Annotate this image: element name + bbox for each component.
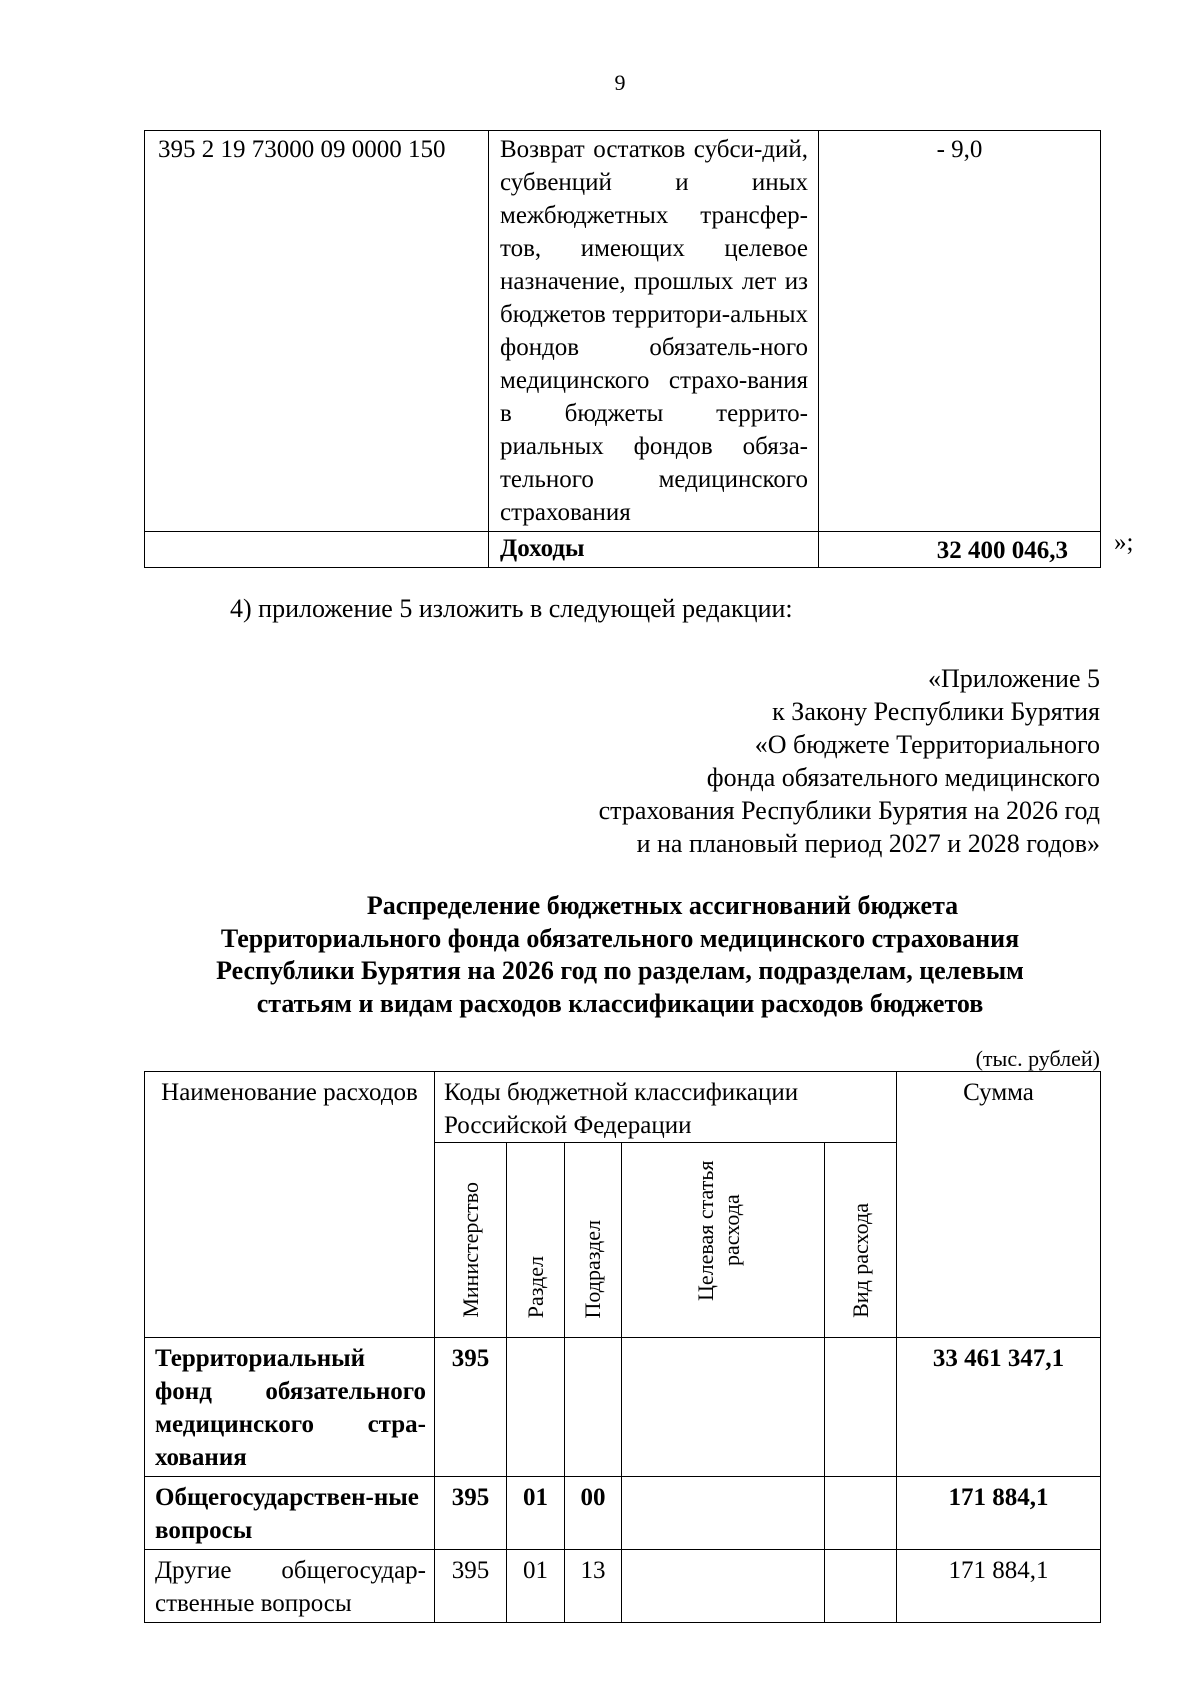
row-type — [825, 1338, 897, 1477]
row-name: Территориальный фонд обязательного медицинского стра-хования — [145, 1338, 435, 1477]
document-heading — [140, 890, 1100, 1020]
appendix-line: и на плановый период 2027 и 2028 годов» — [636, 829, 1100, 858]
header-subsection: Подраздел — [580, 1219, 605, 1318]
header-target-cell — [622, 1143, 825, 1338]
appendix-line: фонда обязательного медицинского — [706, 763, 1100, 792]
appendix-line: «Приложение 5 — [927, 664, 1100, 693]
revenue-name: Возврат остатков субси-дий, субвенций и иных межбюджетных трансфер-тов, имеющих целевое назначение, прошлых лет из бюджетов территори-альных фондов обязатель-ного медицинского страхо-вания в бюджеты террито-риальных фондов обяза-тельного медицинского страхования — [489, 131, 819, 532]
row-sum: 33 461 347,1 — [897, 1338, 1101, 1477]
row-type — [825, 1477, 897, 1550]
appendix-line: страхования Республики Бурятия на 2026 год — [598, 796, 1100, 825]
header-ministry: Министерство — [457, 1182, 483, 1318]
row-sum: 171 884,1 — [897, 1477, 1101, 1550]
row-target — [622, 1477, 825, 1550]
appendix-line: «О бюджете Территориального — [754, 730, 1100, 759]
header-section-cell — [507, 1143, 565, 1338]
header-ministry-cell — [435, 1143, 507, 1338]
heading-line: Республики Бурятия на 2026 год по разделам, подразделам, целевым — [216, 956, 1024, 985]
header-section: Раздел — [522, 1255, 548, 1318]
closing-quote: »; — [1114, 529, 1134, 556]
row-ministry: 395 — [435, 1550, 507, 1623]
heading-line: статьям и видам расходов классификации расходов бюджетов — [256, 988, 984, 1018]
header-codes: Коды бюджетной классификации Российской Федерации — [435, 1072, 897, 1143]
header-sum: Сумма — [897, 1072, 1101, 1338]
row-ministry: 395 — [435, 1338, 507, 1477]
table-row — [145, 131, 1101, 532]
header-target: Целевая статья расхода — [693, 1160, 744, 1301]
row-section: 01 — [507, 1477, 565, 1550]
row-target — [622, 1550, 825, 1623]
total-row — [145, 532, 1101, 568]
total-sum: 32 400 046,3 — [819, 532, 1101, 568]
header-name: Наименование расходов — [145, 1072, 435, 1338]
row-target — [622, 1338, 825, 1477]
table-row — [145, 1338, 1101, 1477]
heading-line: Территориального фонда обязательного медицинского страхования — [220, 923, 1020, 953]
revenue-sum: - 9,0 — [819, 131, 1101, 532]
revenue-table — [144, 130, 1101, 568]
row-ministry: 395 — [435, 1477, 507, 1550]
row-name: Общегосударствен-ные вопросы — [145, 1477, 435, 1550]
row-subsection: 13 — [565, 1550, 622, 1623]
header-subsection-cell — [565, 1143, 622, 1338]
table-row — [145, 1477, 1101, 1550]
units-label: (тыс. рублей) — [975, 1046, 1100, 1071]
appendix-line: к Закону Республики Бурятия — [772, 697, 1100, 726]
expenditure-table — [144, 1071, 1101, 1623]
row-section — [507, 1338, 565, 1477]
heading-line: Распределение бюджетных ассигнований бюджета — [366, 891, 959, 920]
row-sum: 171 884,1 — [897, 1550, 1101, 1623]
header-row — [145, 1072, 1101, 1143]
row-subsection: 00 — [565, 1477, 622, 1550]
total-empty-cell — [145, 532, 489, 568]
row-type — [825, 1550, 897, 1623]
page-number: 9 — [614, 70, 626, 95]
total-label: Доходы — [489, 532, 819, 568]
table-row — [145, 1550, 1101, 1623]
paragraph-4: 4) приложение 5 изложить в следующей редакции: — [230, 594, 793, 623]
header-type-cell — [825, 1143, 897, 1338]
row-section: 01 — [507, 1550, 565, 1623]
appendix-reference — [599, 662, 1100, 860]
budget-code: 395 2 19 73000 09 0000 150 — [145, 131, 489, 532]
row-subsection — [565, 1338, 622, 1477]
row-name: Другие общегосудар-ственные вопросы — [145, 1550, 435, 1623]
header-type: Вид расхода — [847, 1203, 873, 1318]
